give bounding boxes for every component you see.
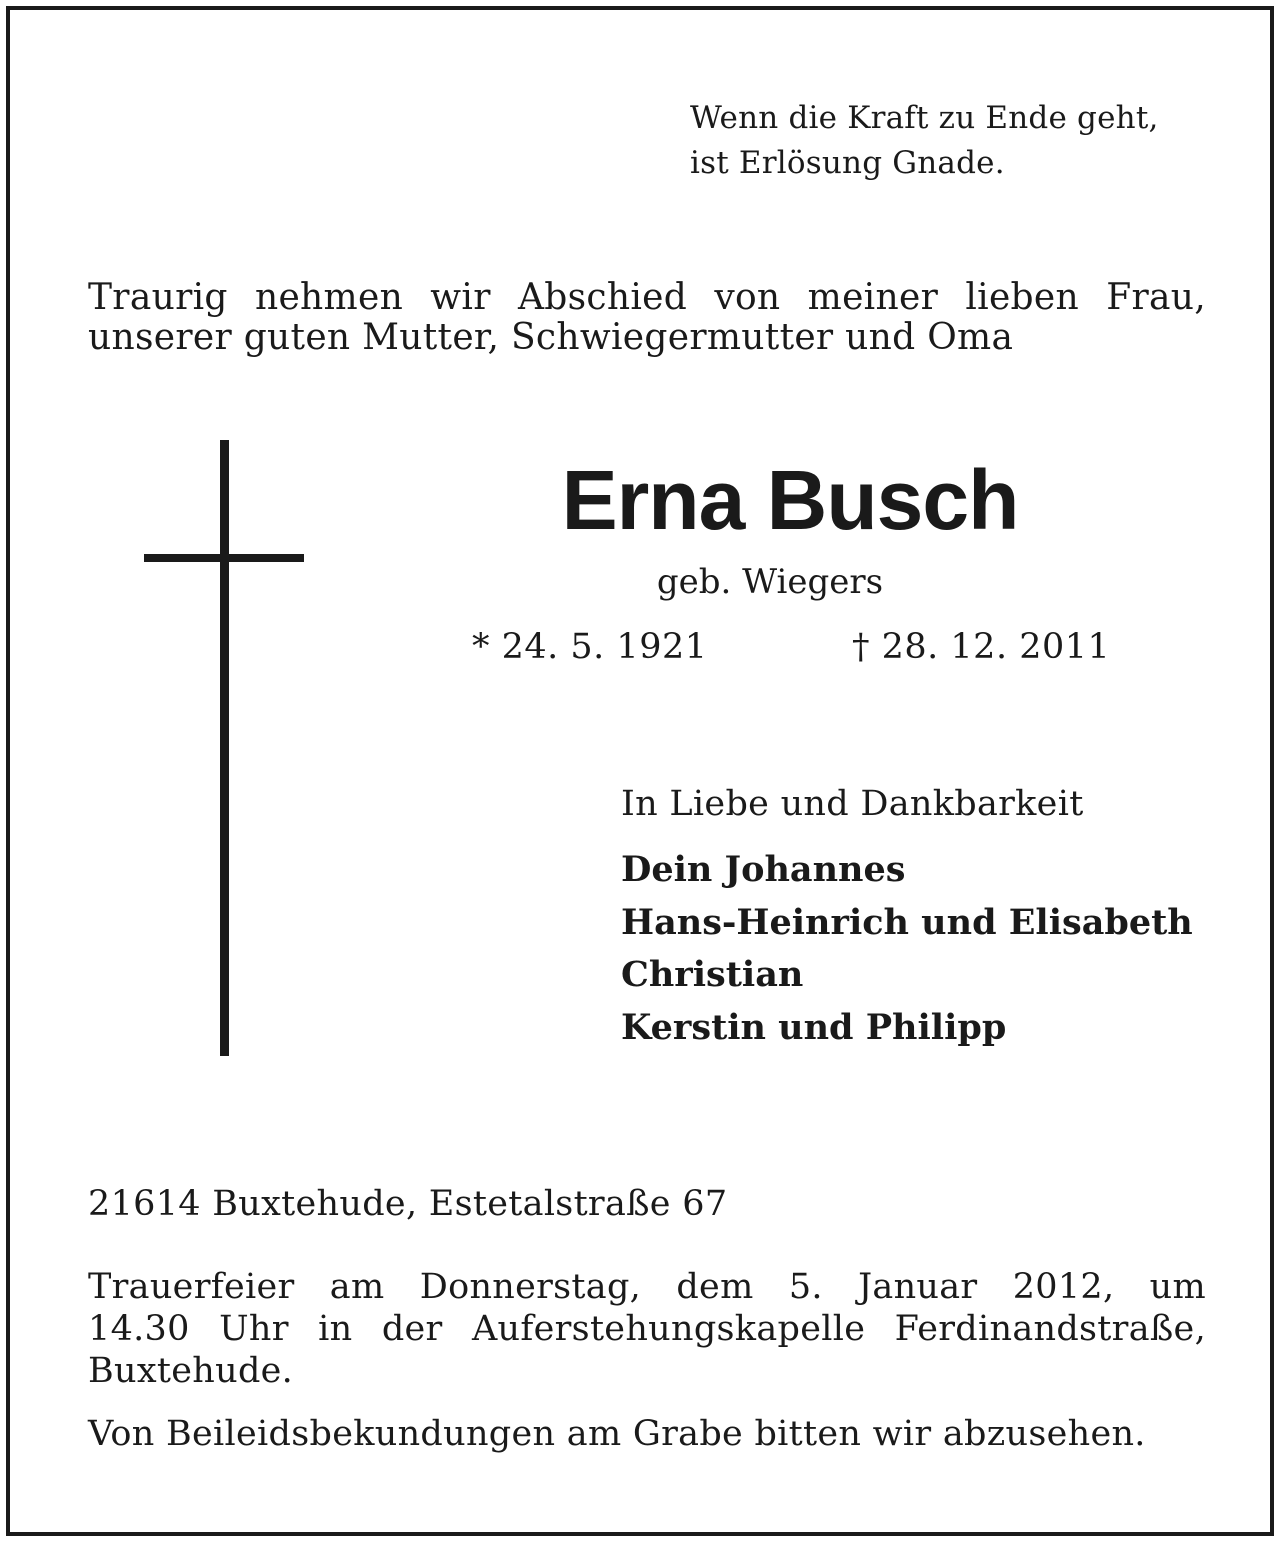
quote-line-2: ist Erlösung Gnade. bbox=[690, 145, 1005, 181]
service-line-3: Buxtehude. bbox=[88, 1351, 294, 1391]
mourner: Christian bbox=[621, 954, 804, 995]
intro-line-2: unserer guten Mutter, Schwiegermutter und Oma bbox=[88, 317, 1014, 358]
memorial-quote bbox=[690, 96, 1159, 186]
family-address: 21614 Buxtehude, Estetalstraße 67 bbox=[88, 1184, 728, 1224]
service-line-2: 14.30 Uhr in der Auferstehungskapelle Ferdinandstraße, bbox=[88, 1309, 1206, 1349]
mourner: Hans-Heinrich und Elisabeth bbox=[621, 901, 1193, 943]
closing-phrase: In Liebe und Dankbarkeit bbox=[621, 784, 1084, 824]
birth-date: * 24. 5. 1921 bbox=[472, 627, 708, 667]
mourner: Dein Johannes bbox=[621, 849, 906, 890]
obituary-notice bbox=[6, 6, 1274, 1536]
service-line-1: Trauerfeier am Donnerstag, dem 5. Januar 2012, um bbox=[88, 1267, 1206, 1307]
funeral-service-info bbox=[88, 1266, 1206, 1392]
death-date: † 28. 12. 2011 bbox=[852, 627, 1111, 667]
mourners-list bbox=[621, 844, 1193, 1054]
intro-line-1: Traurig nehmen wir Abschied von meiner lieben Frau, bbox=[88, 277, 1206, 318]
quote-line-1: Wenn die Kraft zu Ende geht, bbox=[690, 100, 1159, 136]
farewell-intro bbox=[88, 278, 1206, 358]
deceased-name: Erna Busch bbox=[561, 453, 1019, 547]
condolence-note: Von Beileidsbekundungen am Grabe bitten wir abzusehen. bbox=[88, 1414, 1146, 1454]
mourner: Kerstin und Philipp bbox=[621, 1006, 1007, 1048]
cross-icon bbox=[144, 440, 304, 1056]
maiden-name: geb. Wiegers bbox=[656, 562, 884, 602]
